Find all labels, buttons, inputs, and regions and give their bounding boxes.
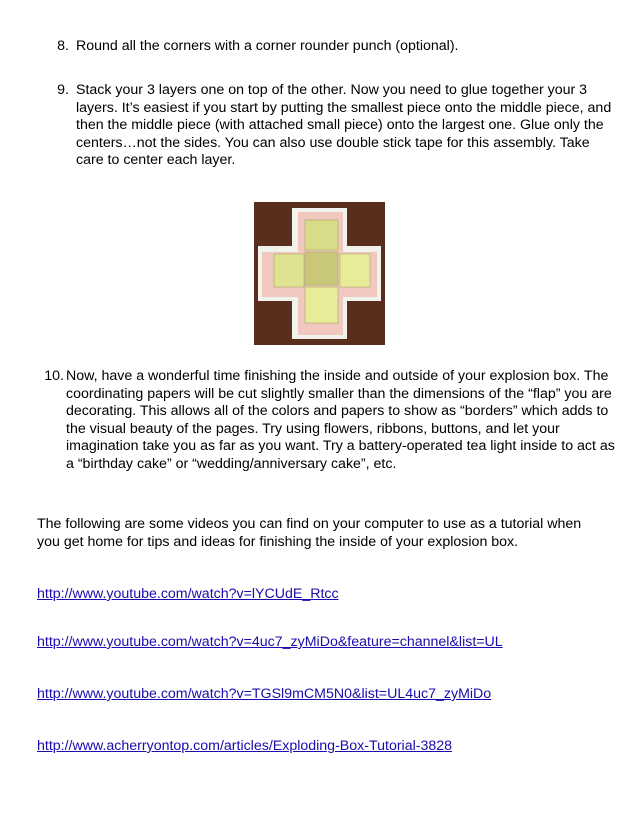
video-link-2[interactable]: http://www.youtube.com/watch?v=4uc7_zyMiDo&feature=channel&list=UL [37,634,503,650]
layered-box-photo [254,202,385,345]
step-9-number: 9. [57,82,69,98]
step-8-text: Round all the corners with a corner rounder punch (optional). [76,38,459,54]
video-link-3[interactable]: http://www.youtube.com/watch?v=TGSl9mCM5N0&list=UL4uc7_zyMiDo [37,686,492,702]
tutorial-link-4[interactable]: http://www.acherryontop.com/articles/Exploding-Box-Tutorial-3828 [37,738,453,754]
step-8-number: 8. [57,38,69,54]
video-link-1[interactable]: http://www.youtube.com/watch?v=lYCUdE_Rtcc [37,586,339,602]
step-10-number: 10. [44,368,64,384]
step-9-text: Stack your 3 layers one on top of the other. Now you need to glue together your 3 layers. It’s easiest if you start by putting the smallest piece onto the middle piece, and then the middle piece (with attached small piece) onto the largest one. Glue only the centers…not the sides. You can also use double stick tape for this assembly. Take care to center each layer. [76,82,612,168]
step-10-text: Now, have a wonderful time finishing the inside and outside of your explosion box. The coordinating papers will be cut slightly smaller than the dimensions of the “flap” you are decorating. This allows all of the colors and papers to show as “borders” which adds to the visual beauty of the pages. Try using flowers, ribbons, buttons, and let your imagination take you as far as you want. Try a battery-operated tea light inside to act as a “birthday cake” or “wedding/anniversary cake”, etc. [66,368,615,472]
intro-paragraph: The following are some videos you can find on your computer to use as a tutorial when you get home for tips and ideas for finishing the inside of your explosion box. [37,516,582,550]
